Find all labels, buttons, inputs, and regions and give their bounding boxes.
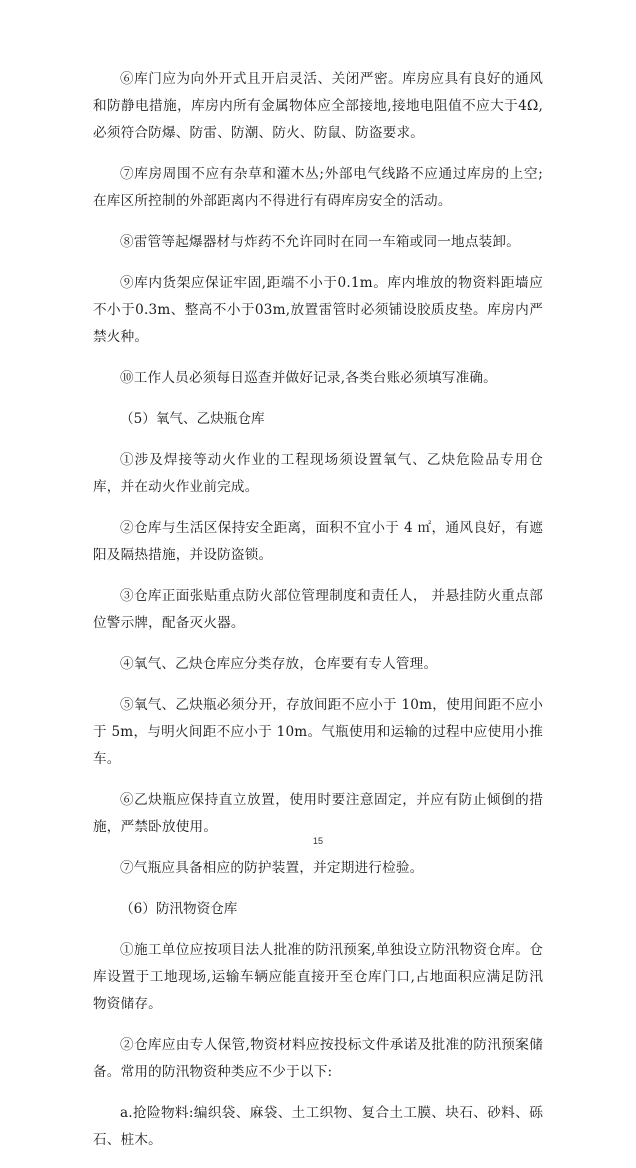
- paragraph-flood-2: ②仓库应由专人保管,物资材料应按投标文件承诺及批准的防汛预案储备。常用的防汛物资种类应不少于以下:: [93, 1037, 543, 1080]
- document-body: [93, 66, 543, 1168]
- paragraph-oxy-4: ④氧气、乙炔仓库应分类存放，仓库要有专人管理。: [120, 656, 438, 672]
- paragraph-oxy-7: ⑦气瓶应具备相应的防护装置，并定期进行检验。: [120, 860, 424, 876]
- section-heading-oxygen-acetylene: （5）氧气、乙炔瓶仓库: [120, 411, 265, 427]
- paragraph-9-shelves: ⑨库内货架应保证牢固,距端不小于0.1m。库内堆放的物资料距墙应不小于0.3m、整高不小于03m,放置雷管时必须铺设胶质皮垫。库房内严禁火种。: [93, 275, 543, 345]
- paragraph-flood-a: a.抢险物料:编织袋、麻袋、土工织物、复合土工膜、块石、砂料、砾石、桩木。: [93, 1105, 543, 1148]
- paragraph-oxy-6: ⑥乙炔瓶应保持直立放置，使用时要注意固定，并应有防止倾倒的措施，严禁卧放使用。: [93, 792, 543, 835]
- section-heading-flood-control: （6）防汛物资仓库: [120, 901, 238, 917]
- paragraph-10-inspection: ⑩工作人员必须每日巡查并做好记录,各类台账必须填写准确。: [120, 370, 497, 386]
- paragraph-7-surroundings: ⑦库房周围不应有杂草和灌木丛;外部电气线路不应通过库房的上空;在库区所控制的外部距离内不得进行有碍库房安全的活动。: [93, 166, 543, 209]
- paragraph-oxy-3: ③仓库正面张贴重点防火部位管理制度和责任人， 并悬挂防火重点部位警示牌，配备灭火器。: [93, 588, 543, 631]
- paragraph-8-loading: ⑧雷管等起爆器材与炸药不允许同时在同一车箱或同一地点装卸。: [120, 234, 521, 250]
- paragraph-oxy-5: ⑤氧气、乙炔瓶必须分开，存放间距不应小于 10m，使用间距不应小于 5m，与明火间距不应小于 10m。气瓶使用和运输的过程中应使用小推车。: [93, 697, 543, 767]
- paragraph-oxy-1: ①涉及焊接等动火作业的工程现场须设置氧气、乙炔危险品专用仓库，并在动火作业前完成。: [93, 452, 543, 495]
- paragraph-oxy-2: ②仓库与生活区保持安全距离，面积不宜小于 4 ㎡，通风良好，有遮阳及隔热措施，并设防盗锁。: [93, 520, 543, 563]
- page-number: 15: [312, 836, 323, 846]
- paragraph-6-door: ⑥库门应为向外开式且开启灵活、关闭严密。库房应具有良好的通风和防静电措施，库房内所有金属物体应全部接地,接地电阻值不应大于4Ω,必须符合防爆、防雷、防潮、防火、防鼠、防盗要求。: [93, 71, 543, 141]
- paragraph-flood-1: ①施工单位应按项目法人批准的防汛预案,单独设立防汛物资仓库。仓库设置于工地现场,运输车辆应能直接开至仓库门口,占地面积应满足防汛物资储存。: [93, 942, 543, 1012]
